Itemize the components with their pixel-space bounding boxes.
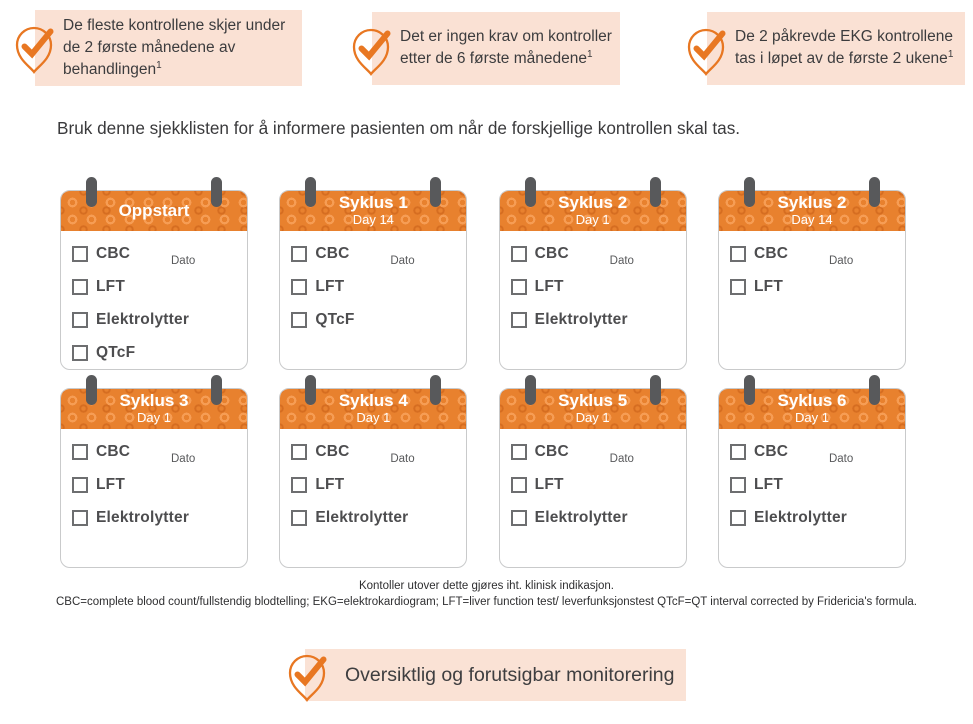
calendar-card: [718, 177, 906, 370]
callout-box-3: [707, 12, 965, 85]
callout-box-2: [372, 12, 620, 85]
calendar-card: [60, 375, 248, 568]
calendar-card-inner: [60, 388, 248, 568]
date-label: Dato: [390, 452, 415, 465]
calendar-card-inner: [718, 388, 906, 568]
footnote-line-1: Kontoller utover dette gjøres iht. klinisk indikasjon.: [358, 580, 615, 592]
checklist-row: [511, 303, 676, 336]
checklist-item-label: LFT: [96, 475, 126, 493]
checklist-row: [511, 468, 676, 501]
callout-text-body: De fleste kontrollene skjer under de 2 første månedene av behandlingen: [63, 16, 286, 79]
calendar-peg-icon: [525, 177, 536, 207]
calendar-peg-icon: [211, 177, 222, 207]
checklist-row: [730, 270, 895, 303]
calendar-peg-icon: [650, 177, 661, 207]
checklist-row: [511, 435, 676, 468]
date-label: Dato: [390, 254, 415, 267]
date-field[interactable]: [390, 251, 462, 269]
calendar-peg-icon: [744, 375, 755, 405]
checklist-row: [730, 237, 895, 270]
checkbox-elektrolytter[interactable]: [291, 510, 307, 526]
calendar-peg-icon: [744, 177, 755, 207]
checkbox-lft[interactable]: [291, 477, 307, 493]
calendar-peg-icon: [430, 375, 441, 405]
checkbox-cbc[interactable]: [291, 444, 307, 460]
checkbox-lft[interactable]: [730, 279, 746, 295]
calendar-card-body: [500, 231, 686, 336]
checklist-item-label: LFT: [534, 475, 564, 493]
calendar-peg-icon: [650, 375, 661, 405]
checkbox-lft[interactable]: [511, 279, 527, 295]
checklist-row: [511, 270, 676, 303]
date-label: Dato: [828, 452, 854, 465]
date-field[interactable]: [829, 449, 901, 467]
date-field[interactable]: [390, 449, 462, 467]
calendar-card-body: [500, 429, 686, 534]
checklist-item-label: CBC: [534, 244, 569, 262]
checkbox-lft[interactable]: [291, 279, 307, 295]
calendar-card-inner: [718, 190, 906, 370]
calendar-card-body: [719, 429, 905, 534]
date-label: Dato: [171, 452, 196, 465]
calendar-card-inner: [60, 190, 248, 370]
check-pin-icon: [284, 652, 330, 707]
card-subtitle: Day 14: [352, 211, 394, 227]
calendar-card-body: [61, 231, 247, 369]
checklist-item-label: Elektrolytter: [753, 508, 848, 526]
date-label: Dato: [828, 254, 854, 267]
card-title: Syklus 6: [777, 391, 847, 411]
summary-text: Oversiktlig og forutsigbar monitorering: [345, 663, 675, 686]
card-subtitle: Day 1: [575, 409, 610, 425]
checklist-row: [730, 468, 895, 501]
date-label: Dato: [609, 452, 634, 465]
callout-text-body: Det er ingen krav om kontroller etter de 6 første månedene: [400, 28, 612, 68]
calendar-card-inner: [499, 190, 687, 370]
card-subtitle: Day 1: [575, 211, 610, 227]
checklist-row: [291, 468, 456, 501]
calendar-card: [718, 375, 906, 568]
footnote-marker: 1: [156, 59, 162, 71]
calendar-card-body: [61, 429, 247, 534]
checkbox-cbc[interactable]: [511, 444, 527, 460]
calendar-card: [60, 177, 248, 370]
checklist-row: [72, 270, 237, 303]
date-label: Dato: [171, 254, 196, 267]
calendar-peg-icon: [86, 177, 97, 207]
checkbox-elektrolytter[interactable]: [511, 510, 527, 526]
calendar-card: [279, 375, 467, 568]
checklist-item-label: CBC: [534, 442, 569, 460]
footnote-line-2: CBC=complete blood count/fullstendig blodtelling; EKG=elektrokardiogram; LFT=liver function test/ leverfunksjonstest QTcF=QT interval corrected by Fridericia's formula.: [55, 596, 918, 608]
callout-text: [372, 18, 620, 78]
date-field[interactable]: [171, 251, 243, 269]
card-title: Syklus 2: [558, 193, 628, 213]
card-title: Syklus 1: [338, 193, 408, 213]
checklist-row: [291, 501, 456, 534]
date-field[interactable]: [829, 251, 901, 269]
date-field[interactable]: [171, 449, 243, 467]
checklist-item-label: CBC: [753, 244, 789, 262]
calendar-peg-icon: [525, 375, 536, 405]
calendar-peg-icon: [869, 375, 880, 405]
checklist-item-label: LFT: [753, 277, 783, 295]
checkbox-lft[interactable]: [730, 477, 746, 493]
checklist-item-label: LFT: [534, 277, 564, 295]
checklist-item-label: QTcF: [96, 343, 136, 361]
calendar-peg-icon: [211, 375, 222, 405]
card-subtitle: Day 14: [791, 211, 833, 227]
calendar-card: [279, 177, 467, 370]
calendar-card-inner: [499, 388, 687, 568]
checklist-item-label: CBC: [96, 442, 131, 460]
checklist-row: [291, 435, 456, 468]
date-field[interactable]: [610, 449, 682, 467]
card-subtitle: Day 1: [795, 409, 829, 425]
card-title: Oppstart: [118, 200, 190, 220]
checklist-item-label: Elektrolytter: [96, 310, 190, 328]
checklist-row: [730, 501, 895, 534]
card-subtitle: Day 1: [356, 409, 391, 425]
checkbox-cbc[interactable]: [72, 444, 88, 460]
card-title: Syklus 2: [777, 193, 847, 213]
calendar-card: [499, 177, 687, 370]
checklist-item-label: Elektrolytter: [534, 508, 628, 526]
checkbox-qtcf[interactable]: [72, 345, 88, 361]
calendar-card: [499, 375, 687, 568]
check-pin-icon: [348, 26, 394, 81]
callout-text: [707, 18, 965, 78]
checkbox-lft[interactable]: [511, 477, 527, 493]
checklist-row: [291, 303, 456, 336]
card-title: Syklus 3: [119, 391, 189, 411]
calendar-peg-icon: [305, 375, 316, 405]
checkbox-cbc[interactable]: [291, 246, 307, 262]
checklist-item-label: LFT: [753, 475, 783, 493]
checkbox-elektrolytter[interactable]: [511, 312, 527, 328]
card-title: Syklus 5: [558, 391, 628, 411]
checkbox-cbc[interactable]: [511, 246, 527, 262]
checklist-item-label: LFT: [96, 277, 126, 295]
checklist-row: [72, 501, 237, 534]
checklist-row: [511, 501, 676, 534]
calendar-peg-icon: [869, 177, 880, 207]
calendar-card-body: [280, 429, 466, 534]
callout-text: [35, 7, 302, 89]
checklist-item-label: CBC: [315, 442, 350, 460]
checklist-row: [291, 237, 456, 270]
date-field[interactable]: [610, 251, 682, 269]
checkbox-elektrolytter[interactable]: [72, 312, 88, 328]
checkbox-cbc[interactable]: [730, 444, 746, 460]
checklist-item-label: Elektrolytter: [96, 508, 190, 526]
checklist-item-label: Elektrolytter: [315, 508, 409, 526]
card-subtitle: Day 1: [137, 409, 171, 425]
checklist-row: [72, 468, 237, 501]
checklist-row: [72, 303, 237, 336]
calendar-grid: [60, 177, 906, 568]
checkbox-qtcf[interactable]: [291, 312, 307, 328]
checklist-item-label: CBC: [315, 244, 350, 262]
check-pin-icon: [11, 24, 57, 79]
date-label: Dato: [609, 254, 634, 267]
card-title: Syklus 4: [338, 391, 408, 411]
callout-box-1: [35, 10, 302, 86]
checklist-row: [72, 435, 237, 468]
checklist-row: [72, 336, 237, 369]
checklist-item-label: CBC: [753, 442, 789, 460]
checkbox-elektrolytter[interactable]: [72, 510, 88, 526]
checklist-item-label: Elektrolytter: [534, 310, 628, 328]
checkbox-cbc[interactable]: [730, 246, 746, 262]
checklist-row: [511, 237, 676, 270]
footnote-marker: 1: [586, 49, 593, 61]
checklist-row: [730, 435, 895, 468]
calendar-peg-icon: [305, 177, 316, 207]
checklist-item-label: LFT: [315, 277, 345, 295]
calendar-card-body: [719, 231, 905, 303]
checklist-row: [72, 237, 237, 270]
footnote-marker: 1: [947, 49, 954, 61]
checkbox-elektrolytter[interactable]: [730, 510, 746, 526]
calendar-peg-icon: [430, 177, 441, 207]
checklist-item-label: QTcF: [315, 310, 355, 328]
checkbox-lft[interactable]: [72, 279, 88, 295]
calendar-card-inner: [279, 190, 467, 370]
checklist-row: [291, 270, 456, 303]
checkbox-lft[interactable]: [72, 477, 88, 493]
callout-text-body: De 2 påkrevde EKG kontrollene tas i løpet av de første 2 ukene: [735, 28, 953, 68]
summary-banner: [305, 649, 686, 701]
calendar-peg-icon: [86, 375, 97, 405]
check-pin-icon: [683, 26, 729, 81]
checklist-item-label: CBC: [96, 244, 131, 262]
calendar-card-inner: [279, 388, 467, 568]
checklist-item-label: LFT: [315, 475, 345, 493]
intro-text: Bruk denne sjekklisten for å informere pasienten om når de forskjellige kontrollen skal tas.: [57, 118, 741, 138]
checkbox-cbc[interactable]: [72, 246, 88, 262]
calendar-card-body: [280, 231, 466, 336]
